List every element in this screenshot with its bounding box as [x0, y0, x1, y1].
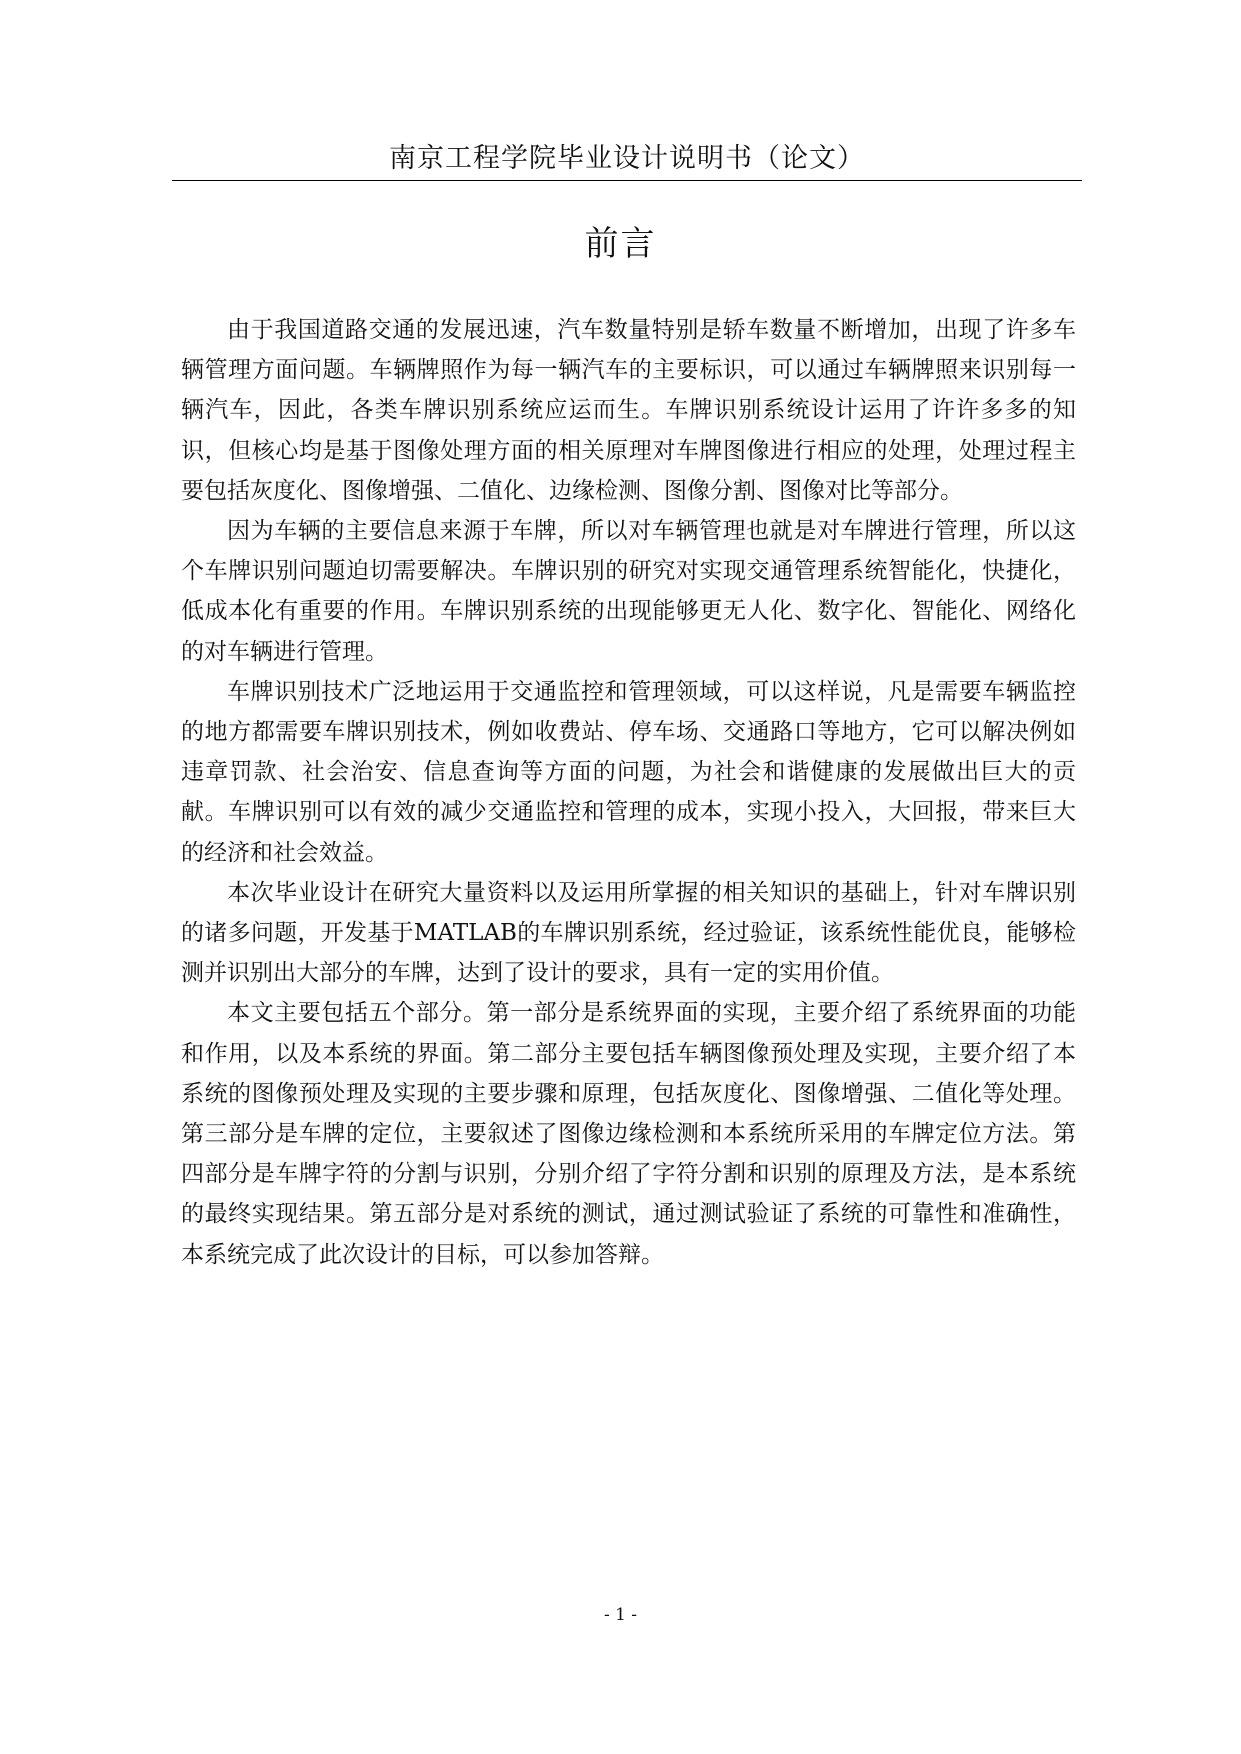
- paragraph: 由于我国道路交通的发展迅速，汽车数量特别是轿车数量不断增加，出现了许多车辆管理方面问题。车辆牌照作为每一辆汽车的主要标识，可以通过车辆牌照来识别每一辆汽车，因此，各类车牌识别系统应运而生。车牌识别系统设计运用了许许多多的知识，但核心均是基于图像处理方面的相关原理对车牌图像进行相应的处理，处理过程主要包括灰度化、图像增强、二值化、边缘检测、图像分割、图像对比等部分。: [181, 317, 1076, 504]
- paragraph: 因为车辆的主要信息来源于车牌，所以对车辆管理也就是对车牌进行管理，所以这个车牌识别问题迫切需要解决。车牌识别的研究对实现交通管理系统智能化，快捷化，低成本化有重要的作用。车牌识别系统的出现能够更无人化、数字化、智能化、网络化的对车辆进行管理。: [181, 518, 1076, 665]
- paragraph: 本文主要包括五个部分。第一部分是系统界面的实现，主要介绍了系统界面的功能和作用，以及本系统的界面。第二部分主要包括车辆图像预处理及实现，主要介绍了本系统的图像预处理及实现的主要步骤和原理，包括灰度化、图像增强、二值化等处理。第三部分是车牌的定位，主要叙述了图像边缘检测和本系统所采用的车牌定位方法。第四部分是车牌字符的分割与识别，分别介绍了字符分割和识别的原理及方法，是本系统的最终实现结果。第五部分是对系统的测试，通过测试验证了系统的可靠性和准确性，本系统完成了此次设计的目标，可以参加答辩。: [181, 1000, 1076, 1268]
- paragraph: 车牌识别技术广泛地运用于交通监控和管理领域，可以这样说，凡是需要车辆监控的地方都需要车牌识别技术，例如收费站、停车场、交通路口等地方，它可以解决例如违章罚款、社会治安、信息查询等方面的问题，为社会和谐健康的发展做出巨大的贡献。车牌识别可以有效的减少交通监控和管理的成本，实现小投入，大回报，带来巨大的经济和社会效益。: [181, 678, 1076, 866]
- document-body: [181, 310, 1076, 1275]
- header-title: 南京工程学院毕业设计说明书（论文）: [389, 143, 865, 174]
- paragraph: 本次毕业设计在研究大量资料以及运用所掌握的相关知识的基础上，针对车牌识别的诸多问题，开发基于MATLAB的车牌识别系统，经过验证，该系统性能优良，能够检测并识别出大部分的车牌，达到了设计的要求，具有一定的实用价值。: [181, 879, 1076, 987]
- page-title: 前言: [584, 224, 657, 264]
- page-number: - 1 -: [603, 1605, 638, 1625]
- page-header: [172, 138, 1082, 181]
